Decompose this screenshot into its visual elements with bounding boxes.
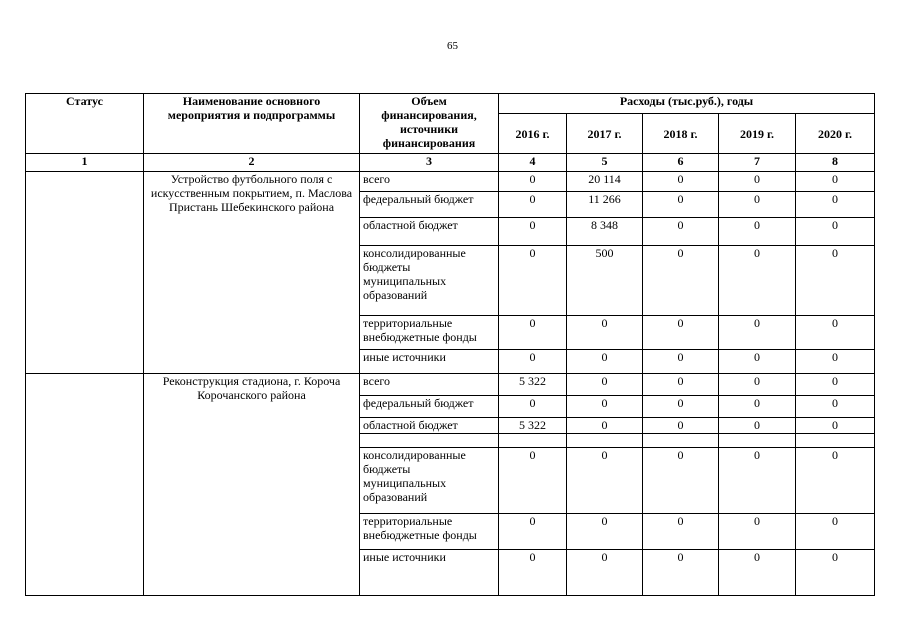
- value-cell: 0: [567, 374, 643, 396]
- value-cell: 8 348: [567, 218, 643, 246]
- value-cell: 0: [567, 396, 643, 418]
- table-row: [26, 374, 875, 396]
- header-year: 2016 г.: [499, 114, 567, 154]
- value-cell: 0: [796, 374, 875, 396]
- value-cell: 0: [567, 418, 643, 434]
- value-cell: 20 114: [567, 172, 643, 192]
- value-cell: 0: [567, 316, 643, 350]
- value-cell: 0: [719, 418, 796, 434]
- header-year: 2017 г.: [567, 114, 643, 154]
- value-cell: 0: [796, 418, 875, 434]
- column-number: 5: [567, 154, 643, 172]
- value-cell: 0: [796, 172, 875, 192]
- value-cell: 0: [643, 350, 719, 374]
- value-cell: 0: [796, 448, 875, 514]
- header-year: 2018 г.: [643, 114, 719, 154]
- value-cell: 0: [499, 246, 567, 316]
- funding-source: всего: [360, 172, 499, 192]
- value-cell: 0: [499, 316, 567, 350]
- value-cell: 0: [643, 374, 719, 396]
- column-number: 6: [643, 154, 719, 172]
- status-cell: [26, 374, 144, 596]
- page-number: 65: [447, 40, 458, 52]
- value-cell: 0: [796, 350, 875, 374]
- value-cell: 500: [567, 246, 643, 316]
- value-cell: 0: [719, 396, 796, 418]
- funding-source: консолидированные бюджеты муниципальных образований: [360, 246, 499, 316]
- value-cell: 0: [499, 514, 567, 550]
- empty-cell: [719, 434, 796, 448]
- value-cell: 0: [719, 316, 796, 350]
- header-status: Статус: [26, 94, 144, 154]
- project-name: Устройство футбольного поля с искусственным покрытием, п. Маслова Пристань Шебекинского района: [144, 172, 360, 374]
- funding-source: федеральный бюджет: [360, 192, 499, 218]
- empty-cell: [567, 434, 643, 448]
- value-cell: 0: [719, 192, 796, 218]
- value-cell: 0: [719, 514, 796, 550]
- budget-table: [25, 93, 875, 596]
- value-cell: 0: [499, 396, 567, 418]
- table-row: [26, 172, 875, 192]
- column-number: 8: [796, 154, 875, 172]
- funding-source: областной бюджет: [360, 218, 499, 246]
- empty-cell: [643, 434, 719, 448]
- funding-source: всего: [360, 374, 499, 396]
- empty-cell: [360, 434, 499, 448]
- column-number-row: [26, 154, 875, 172]
- value-cell: 0: [643, 316, 719, 350]
- value-cell: 0: [719, 172, 796, 192]
- empty-cell: [499, 434, 567, 448]
- header-funding: Объем финансирования, источники финансирования: [360, 94, 499, 154]
- value-cell: 5 322: [499, 418, 567, 434]
- value-cell: 0: [796, 246, 875, 316]
- value-cell: 0: [643, 418, 719, 434]
- column-number: 3: [360, 154, 499, 172]
- empty-cell: [796, 434, 875, 448]
- value-cell: 0: [643, 550, 719, 596]
- value-cell: 0: [796, 192, 875, 218]
- project-name: Реконструкция стадиона, г. Короча Корочанского района: [144, 374, 360, 596]
- value-cell: 0: [499, 218, 567, 246]
- funding-source: территориальные внебюджетные фонды: [360, 514, 499, 550]
- value-cell: 0: [643, 246, 719, 316]
- value-cell: 0: [643, 514, 719, 550]
- value-cell: 0: [567, 448, 643, 514]
- value-cell: 0: [796, 514, 875, 550]
- value-cell: 0: [719, 448, 796, 514]
- funding-source: федеральный бюджет: [360, 396, 499, 418]
- column-number: 2: [144, 154, 360, 172]
- value-cell: 0: [499, 448, 567, 514]
- funding-source: консолидированные бюджеты муниципальных образований: [360, 448, 499, 514]
- value-cell: 0: [643, 396, 719, 418]
- value-cell: 0: [796, 316, 875, 350]
- funding-source: территориальные внебюджетные фонды: [360, 316, 499, 350]
- header-year: 2019 г.: [719, 114, 796, 154]
- value-cell: 0: [567, 550, 643, 596]
- value-cell: 0: [796, 396, 875, 418]
- funding-source: областной бюджет: [360, 418, 499, 434]
- column-number: 7: [719, 154, 796, 172]
- value-cell: 5 322: [499, 374, 567, 396]
- value-cell: 0: [719, 550, 796, 596]
- header-expenses: Расходы (тыс.руб.), годы: [499, 94, 875, 114]
- value-cell: 0: [643, 218, 719, 246]
- header-year: 2020 г.: [796, 114, 875, 154]
- value-cell: 0: [499, 350, 567, 374]
- value-cell: 0: [719, 218, 796, 246]
- header-name: Наименование основного мероприятия и подпрограммы: [144, 94, 360, 154]
- value-cell: 11 266: [567, 192, 643, 218]
- funding-source: иные источники: [360, 550, 499, 596]
- funding-source: иные источники: [360, 350, 499, 374]
- value-cell: 0: [719, 246, 796, 316]
- column-number: 4: [499, 154, 567, 172]
- column-number: 1: [26, 154, 144, 172]
- value-cell: 0: [796, 550, 875, 596]
- value-cell: 0: [499, 550, 567, 596]
- value-cell: 0: [499, 172, 567, 192]
- value-cell: 0: [567, 350, 643, 374]
- value-cell: 0: [719, 350, 796, 374]
- value-cell: 0: [796, 218, 875, 246]
- status-cell: [26, 172, 144, 374]
- value-cell: 0: [643, 192, 719, 218]
- value-cell: 0: [567, 514, 643, 550]
- value-cell: 0: [643, 448, 719, 514]
- value-cell: 0: [643, 172, 719, 192]
- value-cell: 0: [719, 374, 796, 396]
- value-cell: 0: [499, 192, 567, 218]
